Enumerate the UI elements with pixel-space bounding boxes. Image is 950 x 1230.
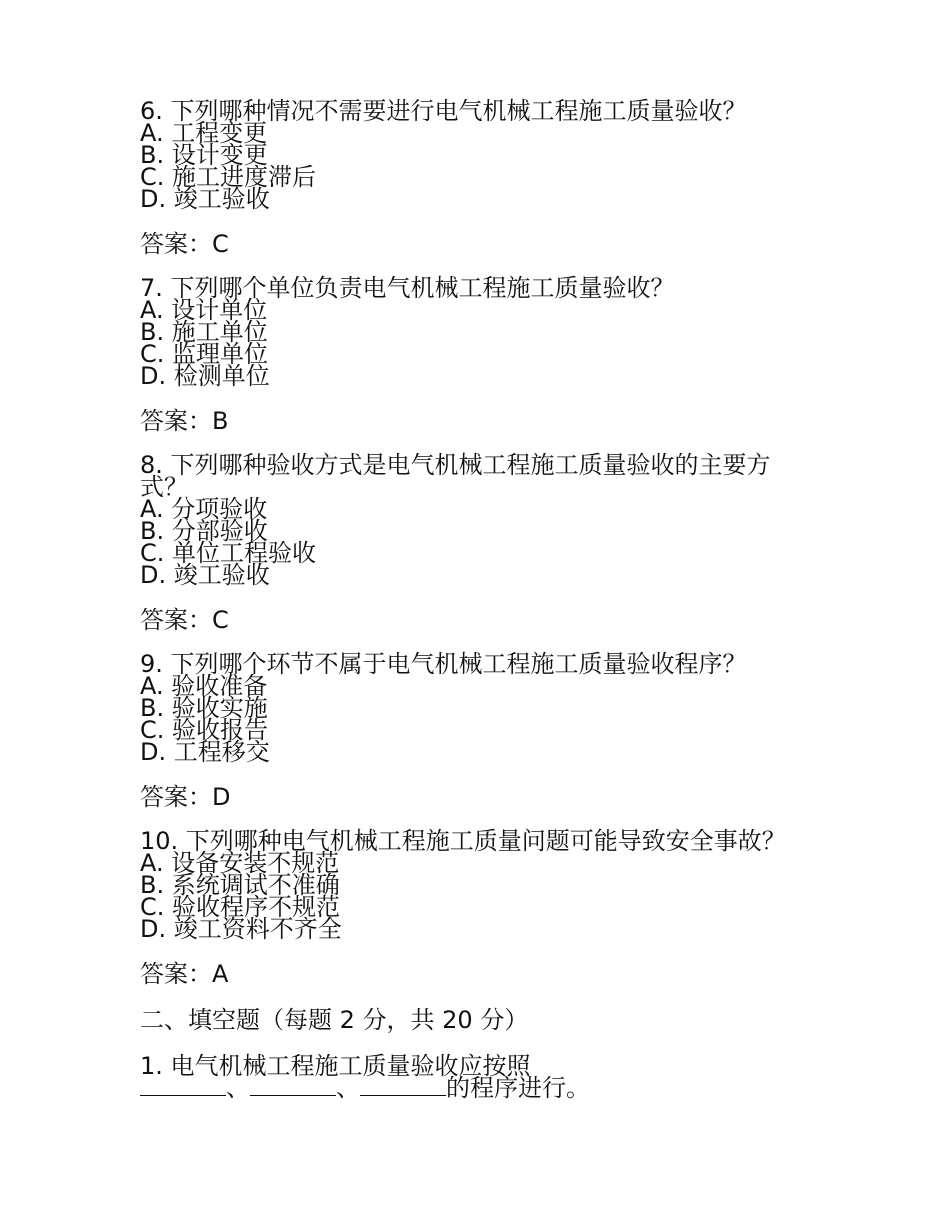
question-stem: 6. 下列哪种情况不需要进行电气机械工程施工质量验收？: [140, 97, 747, 125]
question-stem: 9. 下列哪个环节不属于电气机械工程施工质量验收程序？: [140, 650, 747, 678]
option-a: A. 设计单位: [140, 296, 268, 324]
option-d: D. 竣工验收: [140, 561, 270, 589]
option-d: D. 检测单位: [140, 362, 270, 390]
answer-blank[interactable]: [360, 1077, 446, 1096]
option-b: B. 设计变更: [140, 141, 268, 169]
fill-question-prefix: 1. 电气机械工程施工质量验收应按照: [140, 1052, 531, 1080]
question-9: [140, 650, 800, 811]
option-a: A. 分项验收: [140, 495, 268, 523]
blank-separator: 、: [336, 1074, 360, 1102]
option-c: C. 单位工程验收: [140, 539, 317, 567]
blank-separator: 、: [226, 1074, 250, 1102]
option-c: C. 验收报告: [140, 716, 269, 744]
answer: 答案：C: [140, 606, 229, 634]
option-a: A. 设备安装不规范: [140, 849, 340, 877]
answer: 答案：B: [140, 407, 229, 435]
option-d: D. 竣工资料不齐全: [140, 915, 342, 943]
answer-blank[interactable]: [250, 1077, 336, 1096]
answer: 答案：D: [140, 783, 231, 811]
option-c: C. 验收程序不规范: [140, 893, 341, 921]
option-b: B. 验收实施: [140, 694, 268, 722]
option-b: B. 施工单位: [140, 318, 268, 346]
question-stem: 7. 下列哪个单位负责电气机械工程施工质量验收？: [140, 274, 675, 302]
section-title: 二、填空题（每题 2 分，共 20 分）: [140, 1006, 529, 1034]
question-6: [140, 97, 800, 258]
fill-question-1: [140, 1052, 800, 1102]
document-page: [140, 97, 800, 1102]
answer: 答案：A: [140, 960, 229, 988]
option-b: B. 系统调试不准确: [140, 871, 340, 899]
option-d: D. 工程移交: [140, 738, 270, 766]
question-7: [140, 274, 800, 435]
option-c: C. 监理单位: [140, 340, 269, 368]
option-a: A. 验收准备: [140, 672, 268, 700]
answer: 答案：C: [140, 230, 229, 258]
question-stem: 8. 下列哪种验收方式是电气机械工程施工质量验收的主要方式？: [140, 451, 771, 501]
option-c: C. 施工进度滞后: [140, 163, 317, 191]
answer-blank[interactable]: [140, 1077, 226, 1096]
question-10: [140, 827, 800, 988]
fill-question-suffix: 的程序进行。: [446, 1074, 590, 1102]
question-stem: 10. 下列哪种电气机械工程施工质量问题可能导致安全事故？: [140, 827, 786, 855]
option-b: B. 分部验收: [140, 517, 268, 545]
question-8: [140, 451, 800, 634]
option-d: D. 竣工验收: [140, 185, 270, 213]
option-a: A. 工程变更: [140, 119, 268, 147]
fill-question-blanks-line: [140, 1074, 800, 1102]
